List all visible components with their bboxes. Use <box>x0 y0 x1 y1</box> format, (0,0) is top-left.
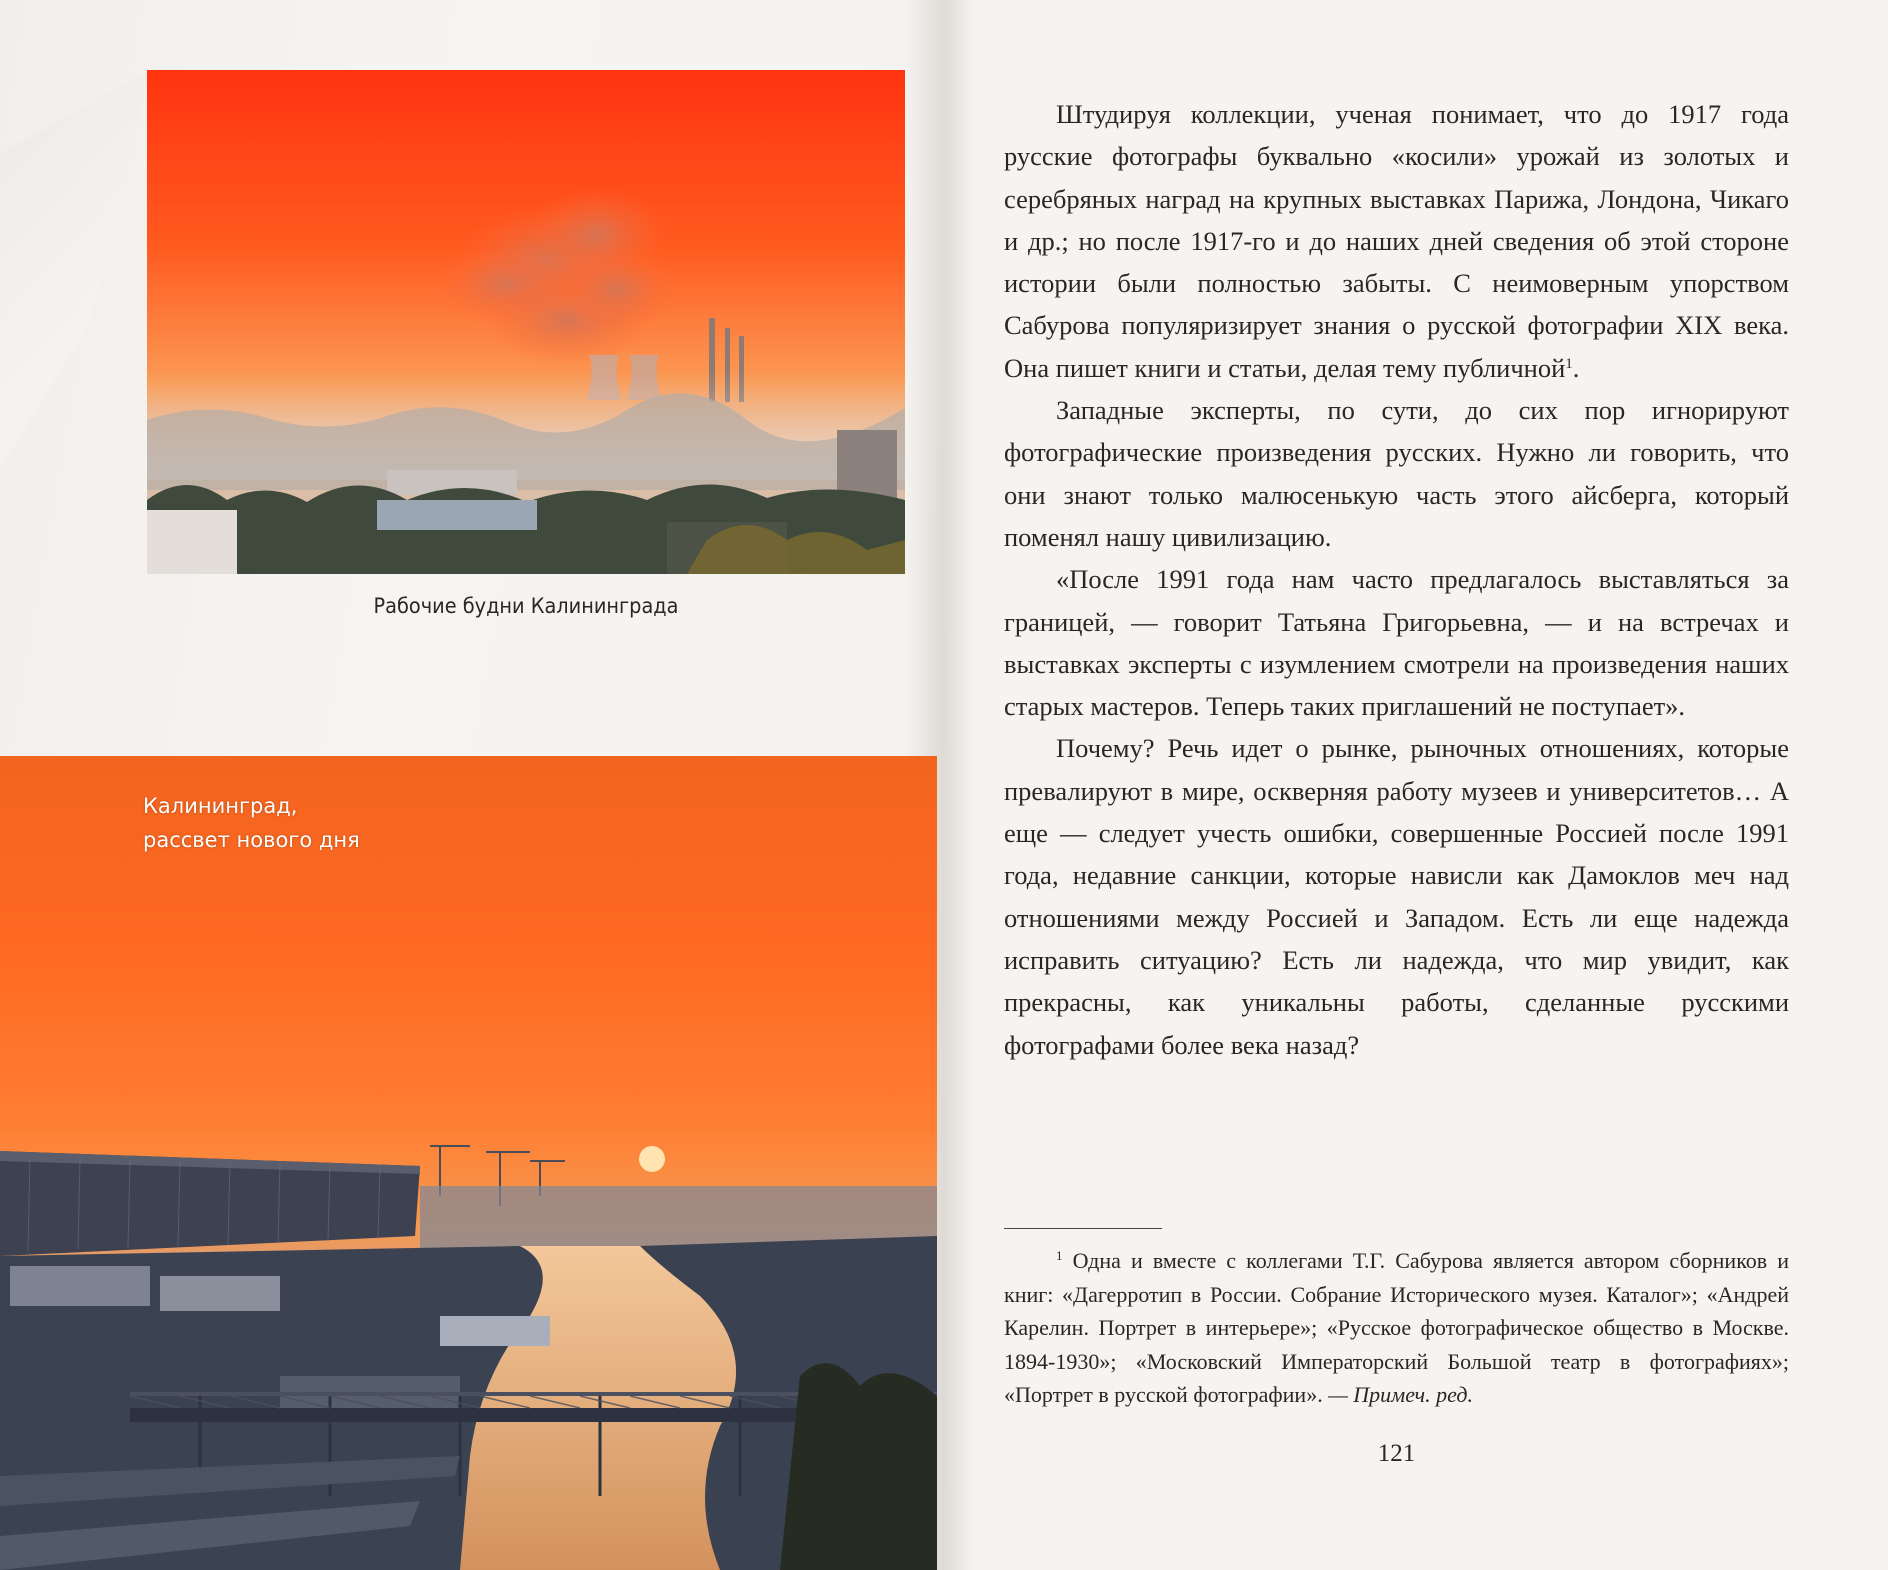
paragraph-3: «После 1991 года нам часто предлагалось выставляться за границей, — говорит Татьяна Григорьевна, — и на встречах и выставках эксперты с изумлением смотрели на произведения наших старых мастеров. Теперь таких приглашений не поступает». <box>1004 564 1789 722</box>
page-number: 121 <box>1377 1440 1416 1467</box>
paragraph-1: Штудируя коллекции, ученая понимает, что до 1917 года русские фотографы буквально «косили» урожай из золотых и серебряных наград на крупных выставках Парижа, Лондона, Чикаго и др.; но после 1917-го и до наших дней сведения об этой стороне истории были полностью забыты. С неимоверным упорством Сабурова популяризирует знания о русской фотографии XIX века. Она пишет книги и статьи, делая тему публичной$^1$. <box>1004 99 1789 383</box>
footnote-editor-note: — Примеч. ред. <box>1328 1382 1474 1407</box>
paragraph-1-text: Штудируя коллекции, ученая понимает, что до 1917 года русские фотографы буквально «косили» урожай из золотых и серебряных наград на крупных выставках Парижа, Лондона, Чикаго и др.; но после 1917-го и до наших дней сведения об этой стороне истории были полностью забыты. С неимоверным упорством Сабурова популяризирует знания о русской фотографии XIX века. Она пишет книги и статьи, делая тему публичной <box>1004 99 1789 383</box>
footnote-number: 1 <box>1056 1248 1063 1263</box>
footnote-divider <box>1004 1228 1162 1229</box>
photo-sunrise-river-image <box>0 756 937 1570</box>
photo-industrial-haze-image <box>147 70 905 574</box>
main-text-column <box>1004 93 1789 1066</box>
photo-bottom-caption-line-1: Калининград, <box>143 794 298 818</box>
footnote-marker: 1 <box>1565 355 1573 372</box>
photo-bottom-caption-line-2: рассвет нового дня <box>143 828 360 852</box>
photo-industrial-haze <box>147 70 905 574</box>
paragraph-2: Западные эксперты, по сути, до сих пор игнорируют фотографические произведения русских. Нужно ли говорить, что они знают только малюсенькую часть этого айсберга, который поменял нашу цивилизацию. <box>1004 395 1789 552</box>
footnote <box>1004 1244 1789 1412</box>
photo-top-caption: Рабочие будни Калининграда <box>373 594 679 618</box>
paragraph-4: Почему? Речь идет о рынке, рыночных отношениях, которые превалируют в мире, оскверняя работу музеев и университетов… А еще — следует учесть ошибки, совершенные Россией после 1991 года, недавние санкции, которые нависли как Дамоклов меч над отношениями между Россией и Западом. Есть ли еще надежда исправить ситуацию? Есть ли надежда, что мир увидит, как прекрасны, как уникальны работы, сделанные русскими фотографами более века назад? <box>1004 733 1789 1060</box>
photo-sunrise-river <box>0 756 937 1570</box>
footnote-text: Одна и вместе с коллегами Т.Г. Сабурова является автором сборников и книг: «Дагерротип в России. Собрание Исторического музея. Каталог»; «Андрей Карелин. Портрет в интерьере»; «Русское фотографическое общество в Москве. 1894-1930»; «Московский Императорский Большой театр в фотографиях»; «Портрет в русской фотографии». <box>1004 1248 1790 1407</box>
photo-bottom-caption <box>143 789 443 857</box>
footnote-paragraph <box>1004 1244 1789 1412</box>
